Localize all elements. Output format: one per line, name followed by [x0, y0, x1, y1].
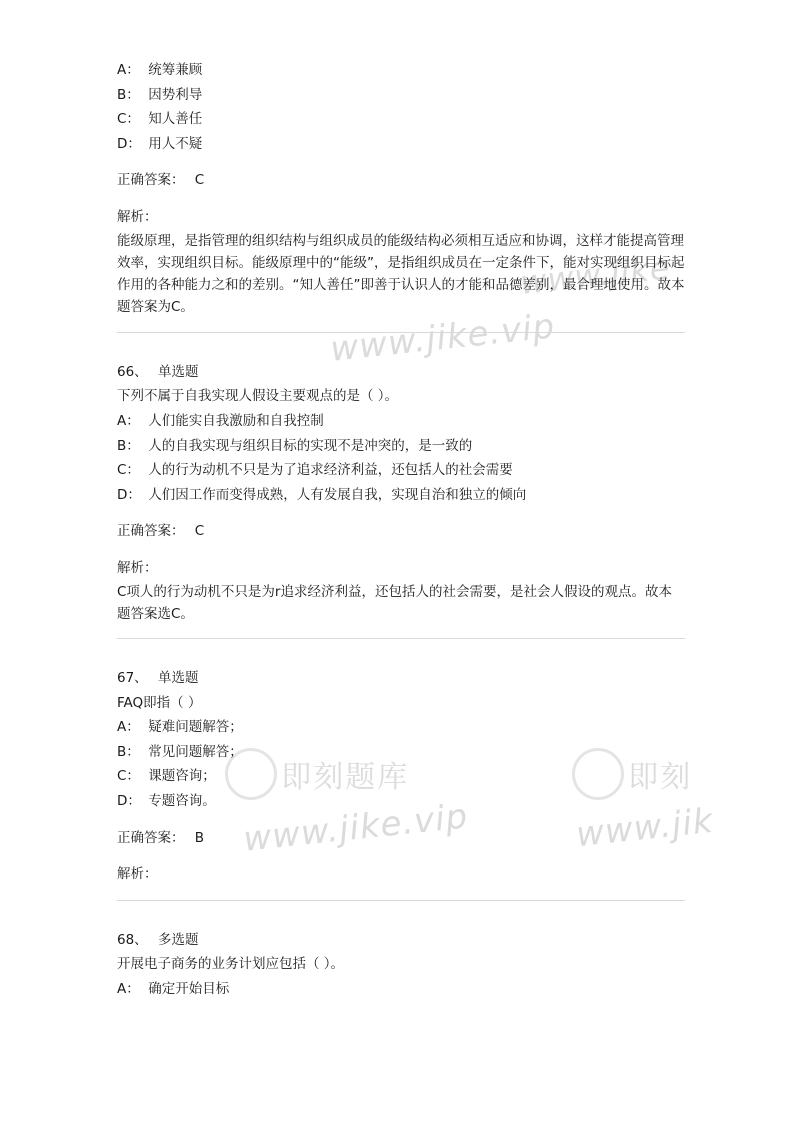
option-label: A： [117, 719, 140, 736]
option-label: D： [117, 793, 141, 810]
option-label: C： [117, 462, 140, 479]
option-b [117, 740, 685, 765]
analysis-label: 解析： [117, 208, 158, 225]
divider [117, 900, 685, 901]
option-label: A： [117, 981, 140, 998]
option-text: 人的自我实现与组织目标的实现不是冲突的，是一致的 [148, 437, 473, 454]
option-b [117, 83, 685, 108]
option-label: A： [117, 62, 140, 78]
option-text: 人的行为动机不只是为了追求经济利益，还包括人的社会需要 [148, 462, 513, 479]
question-type: 单选题 [157, 670, 199, 687]
watermark-url: www.jike.vip [328, 306, 557, 370]
watermark-url: www.jik [574, 800, 716, 856]
analysis-text: 能级原理，是指管理的组织结构与组织成员的能级结构必须相互适应和协调，这样才能提高管理效率，实现组织目标。能级原理中的“能级”，是指组织成员在一定条件下，能对实现组织目标起作用的各种能力之和的差别。“知人善任”即善于认识人的才能和品德差别，最合理地使用。故本题答案为C。 [117, 232, 685, 316]
document-page [117, 58, 685, 1002]
watermark-url: www.jike [518, 248, 673, 302]
option-text: 统筹兼顾 [148, 62, 203, 78]
answer-label: 正确答案： [117, 829, 185, 846]
option-text: 常见问题解答； [148, 743, 243, 760]
question-65 [117, 58, 685, 319]
question-type: 多选题 [157, 931, 199, 948]
analysis-label: 解析： [117, 559, 158, 576]
option-c [117, 764, 685, 789]
analysis-text: C项人的行为动机不只是为r追求经济利益，还包括人的社会需要，是社会人假设的观点。故本题答案选C。 [117, 583, 672, 622]
option-label: A： [117, 412, 140, 429]
answer-value: B [194, 829, 205, 846]
option-text: 用人不疑 [148, 135, 203, 152]
option-c [117, 107, 685, 132]
correct-answer [117, 519, 685, 544]
option-label: B： [117, 743, 140, 760]
question-type: 单选题 [157, 363, 199, 380]
option-label: B： [117, 437, 140, 454]
correct-answer [117, 826, 685, 851]
answer-label: 正确答案： [117, 523, 185, 540]
option-text: 人们能实自我激励和自我控制 [148, 412, 324, 429]
question-header [117, 360, 685, 385]
question-stem: FAQ即指（ ） [117, 694, 202, 711]
option-label: C： [117, 111, 140, 128]
question-stem: 下列不属于自我实现人假设主要观点的是（ ）。 [117, 388, 399, 405]
option-a [117, 715, 685, 740]
question-66 [117, 360, 685, 625]
watermark-url: www.jike.vip [241, 796, 470, 860]
option-label: D： [117, 135, 141, 152]
analysis-label: 解析： [117, 866, 158, 883]
option-label: C： [117, 768, 140, 785]
divider [117, 332, 685, 333]
option-a [117, 58, 685, 83]
option-d [117, 483, 685, 508]
option-a [117, 409, 685, 434]
question-header [117, 928, 685, 953]
question-68 [117, 928, 685, 1002]
option-c [117, 458, 685, 483]
option-label: B： [117, 86, 140, 103]
option-text: 因势利导 [148, 86, 203, 103]
option-d [117, 789, 685, 814]
answer-value: C [194, 172, 205, 189]
option-label: D： [117, 486, 141, 503]
divider [117, 638, 685, 639]
question-header [117, 666, 685, 691]
question-number: 66、 [117, 363, 148, 380]
answer-value: C [194, 523, 205, 540]
question-stem: 开展电子商务的业务计划应包括（ ）。 [117, 956, 345, 973]
question-number: 68、 [117, 931, 148, 948]
question-number: 67、 [117, 670, 148, 687]
answer-label: 正确答案： [117, 172, 185, 189]
option-text: 知人善任 [148, 111, 203, 128]
correct-answer [117, 168, 685, 193]
option-text: 专题咨询。 [148, 793, 216, 810]
watermark-brand: 即刻题库 [281, 760, 410, 795]
option-a [117, 977, 685, 1002]
option-text: 确定开始目标 [148, 981, 230, 998]
option-text: 课题咨询； [148, 768, 216, 785]
question-67 [117, 666, 685, 887]
option-b [117, 434, 685, 459]
option-text: 疑难问题解答； [148, 719, 243, 736]
option-d [117, 132, 685, 157]
option-text: 人们因工作而变得成熟，人有发展自我，实现自治和独立的倾向 [148, 486, 527, 503]
watermark-brand: 即刻 [628, 760, 693, 795]
